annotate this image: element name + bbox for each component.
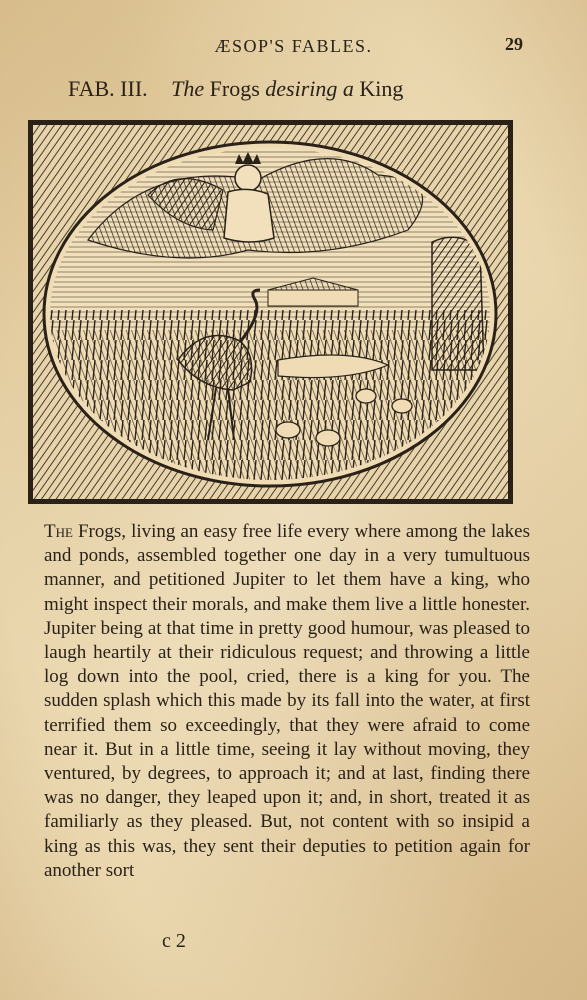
frog — [276, 422, 300, 438]
title-word-desiring: desiring — [265, 76, 338, 101]
fable-body: Frogs, living an easy free life every where among the lakes and ponds, assembled together one day in a very tumultuous manner, and petitioned Jupiter to let them have a king, who might inspect their morals, and make them live a little honester. Jupiter being at that time in pretty good humour, was pleased to laugh heartily at their ridiculous request; and throwing a little log down into the pool, cried, there is a king for you. The sudden splash which this made by its fall into the water, at first terrified them so exceedingly, that they were afraid to come near it. But in a little time, seeing it lay without moving, they ventured, by degrees, to approach it; and at last, finding there was no danger, they leaped upon it; and, in short, treated it as familiarly as they pleased. But, not content with so insipid a king as this was, they sent their deputies to petition again for another sort — [44, 521, 530, 881]
page-number: 29 — [505, 34, 523, 54]
title-word-king: King — [359, 76, 404, 101]
title-word-frogs: Frogs — [209, 76, 260, 101]
running-head: ÆSOP'S FABLES. — [214, 36, 373, 56]
woodcut-illustration — [28, 120, 513, 504]
frog — [316, 430, 340, 446]
fable-text — [44, 520, 530, 883]
jupiter-body — [224, 189, 274, 242]
title-word-the: The — [171, 76, 205, 101]
fable-number: FAB. III. — [68, 76, 148, 101]
title-word-a: a — [342, 76, 354, 101]
jupiter-head — [235, 165, 261, 191]
lead-word: The — [44, 521, 73, 542]
frog — [356, 389, 376, 403]
signature-mark: c 2 — [162, 930, 186, 952]
distant-house — [268, 290, 358, 306]
fable-title — [68, 76, 403, 102]
frog — [392, 399, 412, 413]
